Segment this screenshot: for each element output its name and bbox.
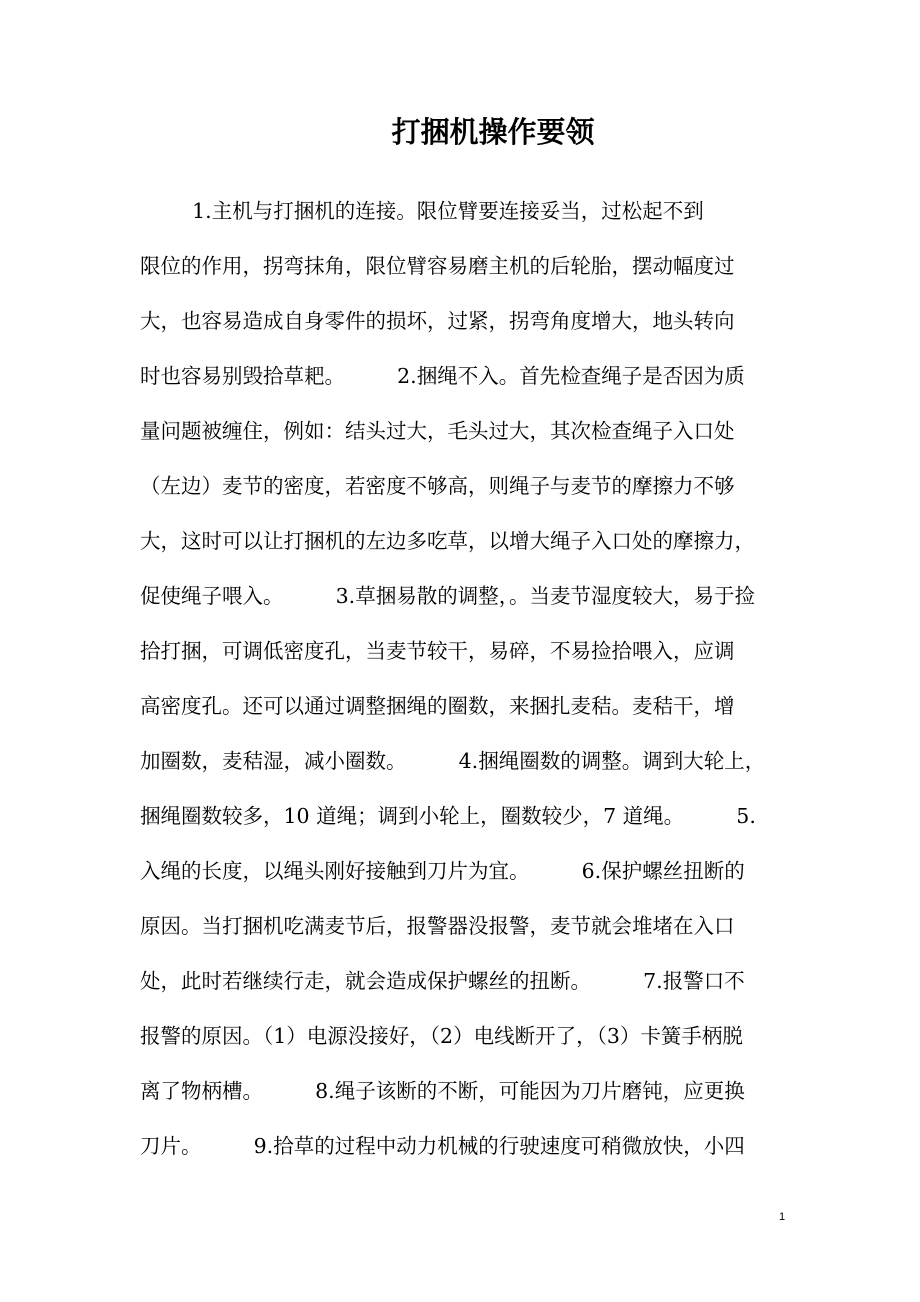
body-line: 离了物柄槽。 8.绳子该断的不断，可能因为刀片磨钝，应更换 [140, 1079, 745, 1103]
body-line: 时也容易别毁拾草耙。 2.捆绳不入。首先检查绳子是否因为质 [140, 364, 745, 388]
body-line: 大，也容易造成自身零件的损坏，过紧，拐弯角度增大，地头转向 [140, 309, 735, 333]
body-line: 促使绳子喂入。 3.草捆易散的调整，。当麦节湿度较大，易于捡 [140, 584, 755, 608]
document-title: 打捆机操作要领 [391, 115, 595, 149]
body-line: 刀片。 9.拾草的过程中动力机械的行驶速度可稍微放快，小四 [140, 1134, 745, 1158]
body-line: 高密度孔。还可以通过调整捆绳的圈数，来捆扎麦秸。麦秸干，增 [140, 694, 735, 718]
body-line: 1.主机与打捆机的连接。限位臂要连接妥当，过松起不到 [140, 199, 704, 223]
body-line: 处，此时若继续行走，就会造成保护螺丝的扭断。 7.报警口不 [140, 969, 745, 993]
body-line: 拾打捆，可调低密度孔，当麦节较干，易碎，不易捡拾喂入，应调 [140, 639, 735, 663]
body-line: 限位的作用，拐弯抹角，限位臂容易磨主机的后轮胎，摆动幅度过 [140, 254, 735, 278]
body-line: 加圈数，麦秸湿，减小圈数。 4.捆绳圈数的调整。调到大轮上， [140, 749, 766, 773]
body-line: 捆绳圈数较多，10 道绳；调到小轮上，圈数较少，7 道绳。 5. [140, 804, 756, 828]
body-line: 大，这时可以让打捆机的左边多吃草，以增大绳子入口处的摩擦力， [140, 529, 755, 553]
body-line: 量问题被缠住，例如：结头过大，毛头过大，其次检查绳子入口处 [140, 419, 735, 443]
body-line: 报警的原因。（1）电源没接好，（2）电线断开了，（3）卡簧手柄脱 [140, 1024, 743, 1048]
body-line: 入绳的长度，以绳头刚好接触到刀片为宜。 6.保护螺丝扭断的 [140, 859, 745, 883]
body-line: 原因。当打捆机吃满麦节后，报警器没报警，麦节就会堆堵在入口 [140, 914, 735, 938]
page-number: 1 [778, 1211, 786, 1223]
body-line: （左边）麦节的密度，若密度不够高，则绳子与麦节的摩擦力不够 [140, 474, 735, 498]
